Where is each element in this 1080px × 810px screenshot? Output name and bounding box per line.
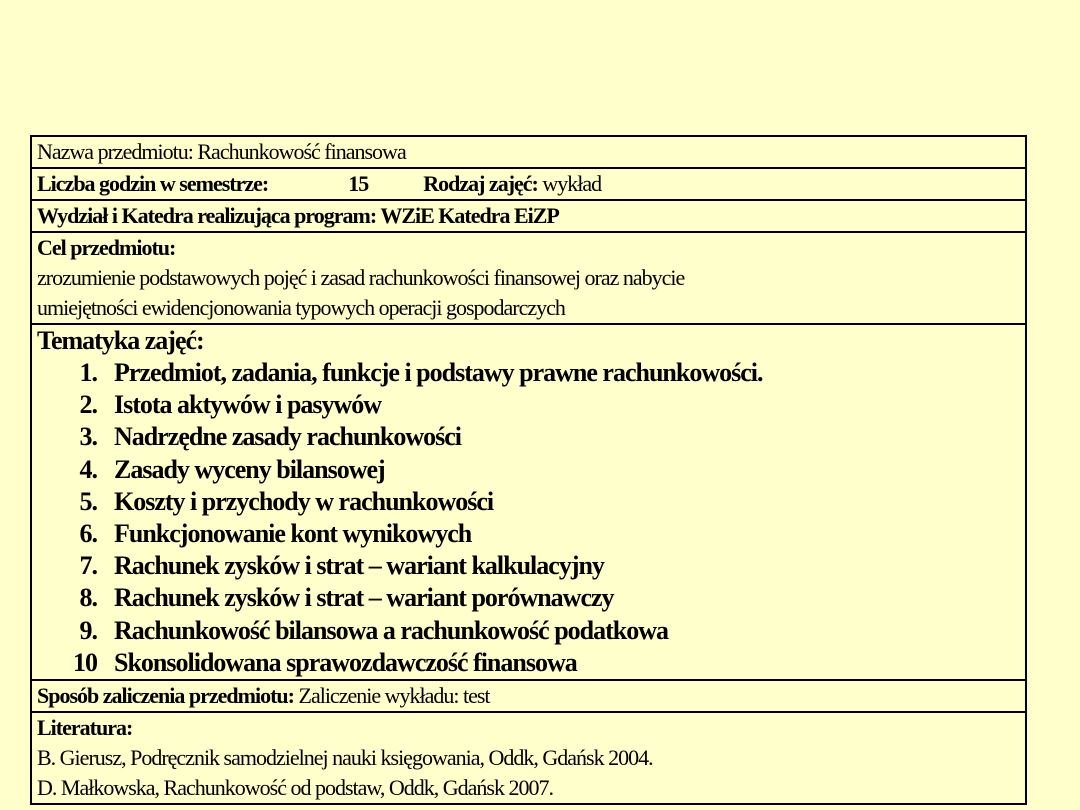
- subject-value: Rachunkowość finansowa: [197, 139, 406, 164]
- topic-number: 1.: [79, 358, 97, 387]
- topic-text: Skonsolidowana sprawozdawczość finansowa: [114, 647, 577, 677]
- class-type-value: wykład: [542, 171, 602, 196]
- topic-number: 9.: [79, 615, 97, 645]
- topic-text: Rachunek zysków i strat – wariant porównawczy: [114, 583, 614, 613]
- topic-text: Nadrzędne zasady rachunkowości: [114, 422, 462, 452]
- topic-item: [37, 421, 1020, 453]
- literature-item: D. Małkowska, Rachunkowość od podstaw, Oddk, Gdańsk 2007.: [37, 775, 553, 801]
- goal-label: Cel przedmiotu:: [37, 235, 176, 260]
- topic-item: [37, 486, 1020, 518]
- topic-text: Rachunek zysków i strat – wariant kalkulacyjny: [114, 551, 604, 581]
- topic-item: [37, 550, 1020, 582]
- topic-number: 8.: [79, 583, 97, 613]
- department-value: WZiE Katedra EiZP: [380, 203, 559, 228]
- topic-text: Istota aktywów i pasywów: [114, 390, 382, 420]
- topics-row: [32, 325, 1025, 681]
- topic-item: [37, 454, 1020, 486]
- topic-item: [37, 615, 1020, 647]
- goal-line: umiejętności ewidencjonowania typowych operacji gospodarczych: [37, 295, 565, 320]
- topic-item: [37, 389, 1020, 421]
- topic-number: 4.: [79, 454, 97, 484]
- syllabus-table: [30, 135, 1027, 805]
- topic-text: Przedmiot, zadania, funkcje i podstawy prawne rachunkowości.: [114, 358, 763, 387]
- topic-text: Rachunkowość bilansowa a rachunkowość podatkowa: [114, 615, 669, 645]
- topic-item: [37, 357, 1020, 389]
- topic-item: [37, 647, 1020, 679]
- department-row: [32, 201, 1025, 233]
- topic-number: 2.: [79, 390, 97, 420]
- class-type-label: Rodzaj zajęć:: [423, 171, 538, 196]
- goal-row: [32, 233, 1025, 325]
- topic-number: 10: [73, 647, 97, 677]
- literature-row: [32, 713, 1025, 803]
- assessment-row: [32, 681, 1025, 713]
- hours-value: 15: [348, 171, 369, 196]
- assessment-label: Sposób zaliczenia przedmiotu:: [37, 683, 294, 709]
- topic-number: 7.: [79, 551, 97, 581]
- department-label: Wydział i Katedra realizująca program:: [37, 203, 377, 228]
- topic-item: [37, 518, 1020, 550]
- literature-item: B. Gierusz, Podręcznik samodzielnej nauki księgowania, Oddk, Gdańsk 2004.: [37, 745, 653, 771]
- literature-label: Literatura:: [37, 715, 133, 741]
- topic-text: Zasady wyceny bilansowej: [114, 454, 385, 484]
- topics-list: [37, 357, 1020, 679]
- topic-text: Koszty i przychody w rachunkowości: [114, 486, 494, 516]
- subject-row: [32, 137, 1025, 169]
- topics-heading: Tematyka zajęć:: [37, 326, 204, 355]
- goal-line: zrozumienie podstawowych pojęć i zasad rachunkowości finansowej oraz nabycie: [37, 265, 685, 290]
- subject-label: Nazwa przedmiotu:: [37, 139, 193, 164]
- topic-number: 5.: [79, 486, 97, 516]
- hours-row: [32, 169, 1025, 201]
- topic-item: [37, 582, 1020, 614]
- topic-text: Funkcjonowanie kont wynikowych: [114, 519, 472, 549]
- assessment-value: Zaliczenie wykładu: test: [298, 683, 490, 709]
- hours-label: Liczba godzin w semestrze:: [37, 171, 269, 196]
- topic-number: 6.: [79, 519, 97, 549]
- topic-number: 3.: [79, 422, 97, 452]
